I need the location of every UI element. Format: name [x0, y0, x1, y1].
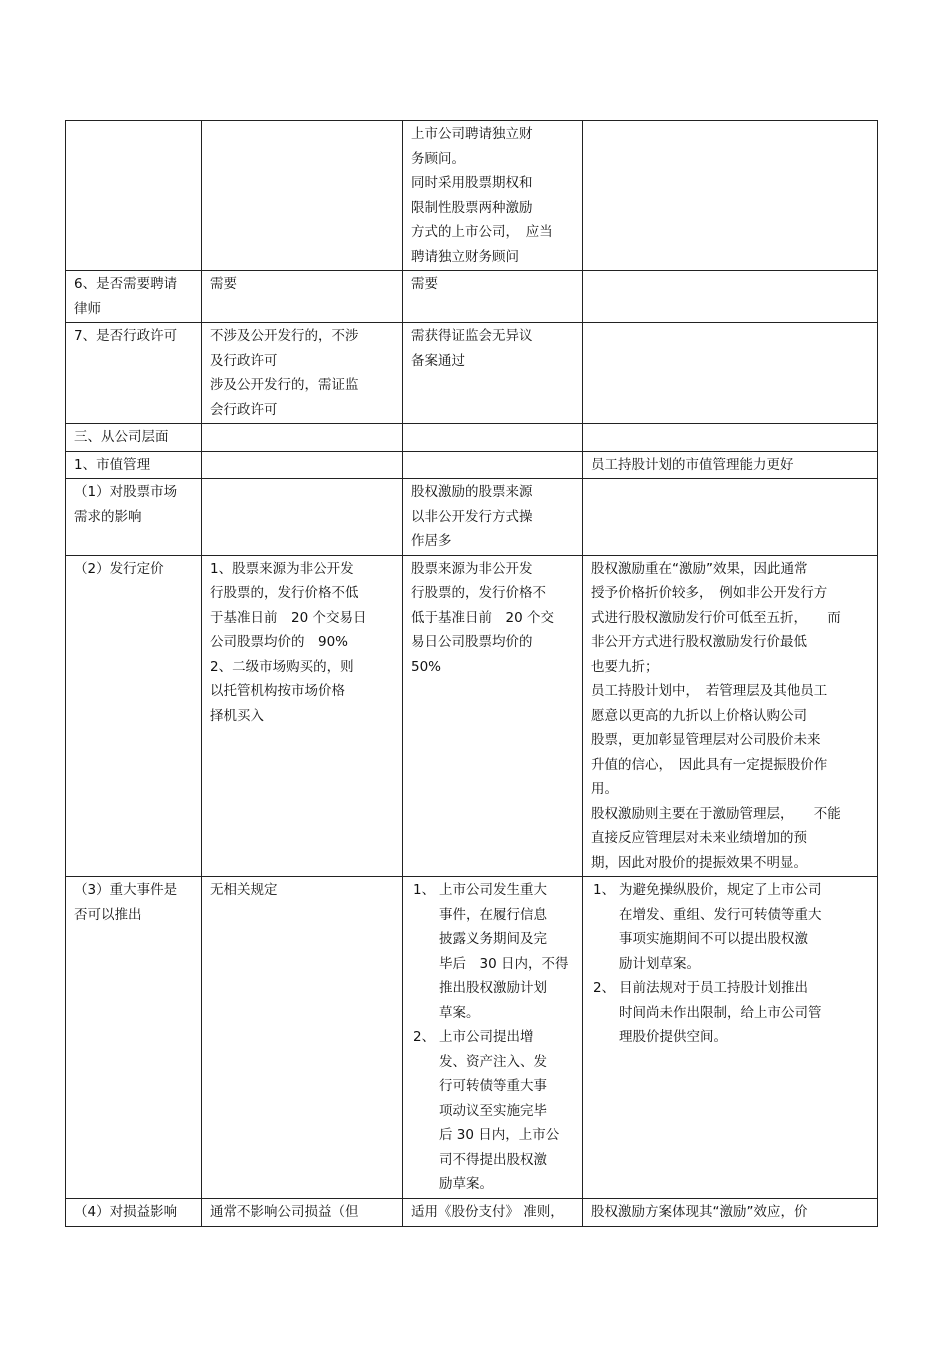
table-cell: [202, 555, 403, 877]
list-item-text-line: 在增发、重组、发行可转债等重大: [619, 906, 822, 923]
table-row: [66, 424, 878, 452]
cell-text-line: （1）对股票市场: [74, 484, 178, 500]
cell-text-line: 同时采用股票期权和: [411, 175, 533, 191]
cell-text-line: 也要九折；: [591, 658, 659, 675]
table-cell: [66, 121, 202, 271]
list-item-text-line: 事件，在履行信息: [439, 906, 547, 923]
cell-text-line: 不涉及公开发行的，不涉: [210, 328, 359, 344]
list-item-text-line: 理股价提供空间。: [619, 1029, 727, 1045]
table-cell: [66, 479, 202, 556]
cell-text-line: 于基准日前 20 个交易日: [210, 609, 367, 626]
table-cell: [66, 1199, 202, 1227]
table-row: [66, 877, 878, 1199]
list-item-text-line: 项动议至实施完毕: [439, 1102, 547, 1119]
cell-text-line: 通常不影响公司损益（但: [210, 1204, 359, 1220]
list-item-text-line: 司不得提出股权激: [439, 1151, 547, 1168]
cell-text-line: 1、市值管理: [74, 456, 151, 473]
cell-text-line: 员工持股计划的市值管理能力更好: [591, 456, 794, 473]
list-item-number: 1、: [413, 882, 436, 898]
table-cell: [583, 451, 878, 479]
cell-text-line: 会行政许可: [210, 401, 278, 418]
list-item-number: 2、: [593, 980, 616, 996]
cell-text-line: （2）发行定价: [74, 560, 164, 577]
cell-text-line: 直接反应管理层对未来业绩增加的预: [591, 830, 807, 846]
list-item-text-line: 时间尚未作出限制，给上市公司管: [619, 1004, 822, 1021]
numbered-list: [591, 878, 871, 1050]
table-cell: [202, 877, 403, 1199]
cell-text-line: 需获得证监会无异议: [411, 328, 533, 344]
cell-text-line: 备案通过: [411, 352, 465, 369]
cell-text-line: 行股票的，发行价格不低: [210, 585, 359, 601]
cell-text-line: 上市公司聘请独立财: [411, 126, 533, 142]
cell-text-line: 股票来源为非公开发: [411, 560, 533, 577]
list-item-number: 1、: [593, 882, 616, 898]
table-cell: [202, 323, 403, 424]
table-row: [66, 271, 878, 323]
table-cell: [403, 271, 583, 323]
table-cell: [583, 877, 878, 1199]
table-cell: [403, 877, 583, 1199]
list-item-text-line: 为避免操纵股价，规定了上市公司: [619, 882, 822, 898]
cell-text-line: 非公开方式进行股权激励发行价最低: [591, 634, 807, 650]
cell-text-line: 授予价格折价较多， 例如非公开发行方: [591, 585, 828, 601]
cell-text-line: 作居多: [411, 533, 452, 549]
cell-text-line: 需求的影响: [74, 508, 142, 525]
table-row: [66, 479, 878, 556]
list-item-text-line: 励计划草案。: [619, 955, 700, 972]
table-cell: [66, 451, 202, 479]
cell-text-line: 以托管机构按市场价格: [210, 683, 345, 699]
cell-text-line: 以非公开发行方式操: [411, 508, 533, 525]
table-cell: [202, 271, 403, 323]
table-cell: [583, 1199, 878, 1227]
cell-text-line: 低于基准日前 20 个交: [411, 609, 554, 626]
table-row: [66, 451, 878, 479]
table-cell: [403, 479, 583, 556]
table-row: [66, 323, 878, 424]
cell-text-line: 员工持股计划中， 若管理层及其他员工: [591, 683, 828, 699]
cell-text-line: 易日公司股票均价的: [411, 634, 533, 650]
cell-text-line: 聘请独立财务顾问: [411, 248, 519, 265]
list-item-text-line: 披露义务期间及完: [439, 931, 547, 947]
cell-text-line: 股票，更加彰显管理层对公司股价未来: [591, 732, 821, 748]
cell-text-line: 及行政许可: [210, 352, 278, 369]
cell-text-line: 2、二级市场购买的，则: [210, 658, 354, 675]
table-cell: [403, 1199, 583, 1227]
list-item-text-line: 发、资产注入、发: [439, 1053, 547, 1070]
list-item-text-line: 行可转债等重大事: [439, 1078, 547, 1094]
table-cell: [202, 479, 403, 556]
list-item: [411, 1025, 576, 1197]
cell-text-line: 7、是否行政许可: [74, 328, 178, 344]
table-row: [66, 555, 878, 877]
list-item: [591, 878, 871, 976]
cell-text-line: 限制性股票两种激励: [411, 199, 533, 216]
cell-text-line: 股权激励方案体现其“激励”效应，价: [591, 1204, 808, 1220]
table-cell: [66, 271, 202, 323]
list-item-text-line: 推出股权激励计划: [439, 980, 547, 996]
list-item-text-line: 后 30 日内，上市公: [439, 1127, 560, 1143]
cell-text-line: 方式的上市公司， 应当: [411, 224, 553, 240]
cell-text-line: 公司股票均价的 90%: [210, 634, 349, 650]
table-cell: [583, 424, 878, 452]
table-cell: [583, 121, 878, 271]
cell-text-line: 期，因此对股价的提振效果不明显。: [591, 854, 807, 871]
list-item-text-line: 上市公司发生重大: [439, 882, 547, 898]
table-cell: [583, 271, 878, 323]
table-row: [66, 121, 878, 271]
table-cell: [403, 555, 583, 877]
list-item-text-line: 上市公司提出增: [439, 1029, 534, 1045]
table-cell: [583, 479, 878, 556]
cell-text-line: 否可以推出: [74, 906, 142, 923]
table-cell: [403, 451, 583, 479]
table-cell: [403, 323, 583, 424]
cell-text-line: 三、从公司层面: [74, 429, 169, 445]
cell-text-line: 务顾问。: [411, 150, 465, 167]
cell-text-line: 用。: [591, 781, 618, 797]
comparison-table: [65, 120, 878, 1227]
cell-text-line: 律师: [74, 300, 101, 317]
list-item-text-line: 草案。: [439, 1004, 480, 1021]
cell-text-line: 需要: [210, 276, 237, 292]
cell-text-line: 行股票的，发行价格不: [411, 585, 546, 601]
table-cell: [403, 121, 583, 271]
cell-text-line: 1、股票来源为非公开发: [210, 560, 354, 577]
list-item: [411, 878, 576, 1025]
table-cell: [66, 424, 202, 452]
list-item: [591, 976, 871, 1050]
list-item-text-line: 目前法规对于员工持股计划推出: [619, 980, 808, 996]
cell-text-line: 适用《股份支付》 准则，: [411, 1204, 564, 1220]
list-item-text-line: 毕后 30 日内，不得: [439, 955, 569, 972]
cell-text-line: 需要: [411, 276, 438, 292]
table-cell: [583, 555, 878, 877]
cell-text-line: 50%: [411, 658, 442, 675]
cell-text-line: 式进行股权激励发行价可低至五折， 而: [591, 609, 841, 626]
cell-text-line: 股权激励的股票来源: [411, 484, 533, 500]
table-cell: [66, 323, 202, 424]
list-item-text-line: 励草案。: [439, 1176, 493, 1192]
cell-text-line: （4）对损益影响: [74, 1204, 178, 1220]
table-cell: [66, 877, 202, 1199]
cell-text-line: 择机买入: [210, 707, 264, 724]
table-cell: [66, 555, 202, 877]
table-cell: [202, 121, 403, 271]
table-cell: [202, 1199, 403, 1227]
table-cell: [202, 451, 403, 479]
table-cell: [583, 323, 878, 424]
cell-text-line: 股权激励则主要在于激励管理层， 不能: [591, 805, 841, 822]
cell-text-line: 涉及公开发行的，需证监: [210, 377, 359, 393]
table-row: [66, 1199, 878, 1227]
cell-text-line: 股权激励重在“激励”效果，因此通常: [591, 560, 808, 577]
numbered-list: [411, 878, 576, 1197]
list-item-text-line: 事项实施期间不可以提出股权激: [619, 931, 808, 947]
list-item-number: 2、: [413, 1029, 436, 1045]
table-cell: [403, 424, 583, 452]
cell-text-line: 无相关规定: [210, 882, 278, 898]
table-body: [66, 121, 878, 1227]
cell-text-line: （3）重大事件是: [74, 882, 178, 898]
cell-text-line: 升值的信心， 因此具有一定提振股价作: [591, 756, 828, 773]
table-cell: [202, 424, 403, 452]
cell-text-line: 愿意以更高的九折以上价格认购公司: [591, 707, 807, 724]
cell-text-line: 6、是否需要聘请: [74, 276, 178, 292]
